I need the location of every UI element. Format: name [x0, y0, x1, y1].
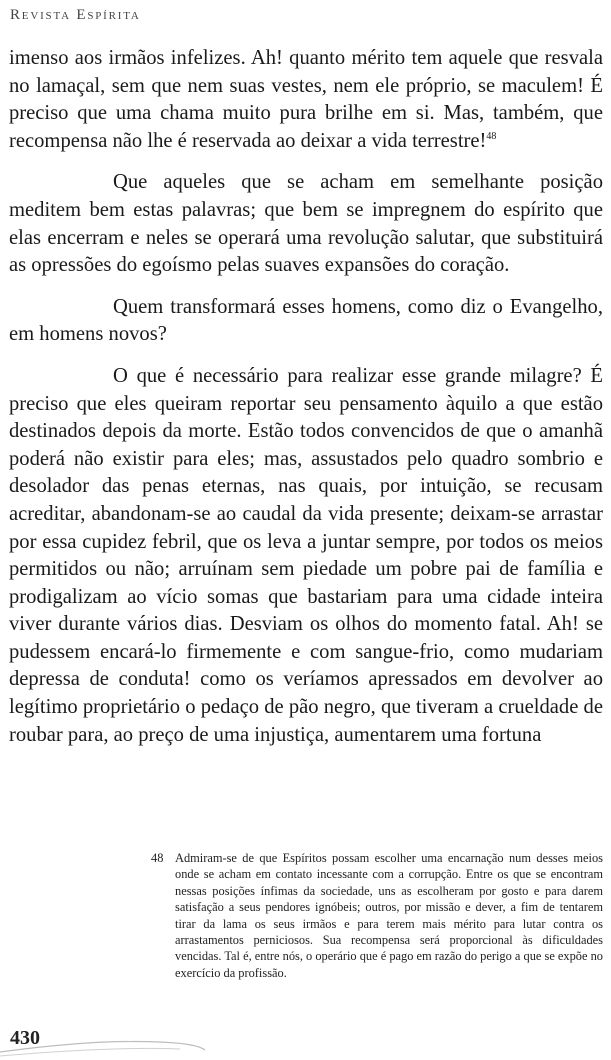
paragraph-4: O que é necessário para realizar esse grande milagre? É preciso que eles queiram reportar seu pensamento àquilo a que estão destinados depois da morte. Estão todos convencidos de que o amanhã poderá não existir para eles; mas, assustados pelo quadro sombrio e desolador das penas eternas, nas quais, por intuição, se recusam acreditar, abandonam-se ao caudal da vida presente; deixam-se arrastar por essa cupidez febril, que os leva a juntar sempre, por todos os meios permitidos ou não; arruínam sem piedade um pobre pai de família e prodigalizam ao vício somas que bastariam para uma cidade inteira viver durante vários dias. Desviam os olhos do momento fatal. Ah! se pudessem encará-lo firmemente e com sangue-frio, como mudariam depressa de conduta! como os veríamos apressados em devolver ao legítimo proprietário o pedaço de pão negro, que tiveram a crueldade de roubar para, ao preço de uma injustiça, aumentarem uma fortuna — [9, 364, 603, 746]
main-text — [9, 45, 603, 763]
page-number: 430 — [10, 1027, 40, 1049]
decorative-swoosh — [0, 1020, 611, 1060]
running-header: Revista Espírita — [10, 7, 141, 23]
footnote-text: Admiram-se de que Espíritos possam escolher uma encarnação num desses meios onde se acham em contato incessante com a corrupção. Entre os que se encontram nessas posições ínfimas da sociedade, uns as escolheram por gosto e para darem satisfação a seus pendores ignóbeis; outros, por missão e dever, a fim de tentarem tirar da lama os seus irmãos e para terem mais mérito para lutar contra os arrastamentos perniciosos. Sua recompensa será proporcional às dificuldades vencidas. Tal é, entre nós, o operário que é pago em razão do perigo a que se expõe no exercício da profissão. — [175, 851, 603, 980]
footnote-number: 48 — [151, 851, 164, 865]
footnote-reference[interactable]: 48 — [486, 130, 497, 142]
paragraph-1-text: imenso aos irmãos infelizes. Ah! quanto mérito tem aquele que resvala no lamaçal, sem que nem suas vestes, nem ele próprio, se maculem! É preciso que uma chama muito pura brilhe em si. Mas, também, que recompensa não lhe é reservada ao deixar a vida terrestre! — [9, 47, 603, 152]
paragraph-1 — [9, 45, 603, 155]
footnote — [151, 850, 603, 981]
paragraph-3: Quem transformará esses homens, como diz o Evangelho, em homens novos? — [9, 295, 603, 346]
paragraph-2: Que aqueles que se acham em semelhante posição meditem bem estas palavras; que bem se impregnem do espírito que elas encerram e neles se operará uma revolução salutar, que substituirá as opressões do egoísmo pelas suaves expansões do coração. — [9, 171, 603, 277]
